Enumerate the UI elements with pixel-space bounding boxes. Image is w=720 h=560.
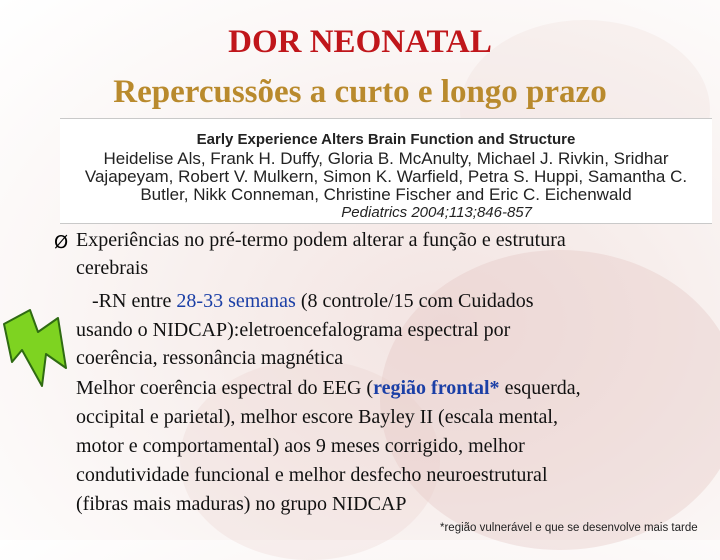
body-line: coerência, ressonância magnética xyxy=(76,347,344,369)
body-line: usando o NIDCAP):eletroencefalograma espectral por xyxy=(76,319,511,341)
body-line: cerebrais xyxy=(76,257,149,279)
body-line: condutividade funcional e melhor desfecho neuroestrutural xyxy=(76,464,548,486)
citation-title: Early Experience Alters Brain Function and Structure xyxy=(196,131,576,148)
citation-author-line: Butler, Nikk Conneman, Christine Fischer and Eric C. Eichenwald xyxy=(140,185,632,204)
body-line: motor e comportamental) aos 9 meses corrigido, melhor xyxy=(76,435,525,457)
lightning-bolt-icon xyxy=(0,296,70,396)
slide-title: DOR NEONATAL xyxy=(228,24,492,60)
citation-author-line: Heidelise Als, Frank H. Duffy, Gloria B. McAnulty, Michael J. Rivkin, Sridhar xyxy=(103,149,669,168)
citation-box xyxy=(60,118,712,224)
citation-author-line: Vajapeyam, Robert V. Mulkern, Simon K. Warfield, Petra S. Huppi, Samantha C. xyxy=(84,167,688,186)
footnote: *região vulnerável e que se desenvolve mais tarde xyxy=(440,522,698,534)
bullet-arrow-icon: Ø xyxy=(54,232,69,253)
citation-authors xyxy=(60,150,712,204)
body-line xyxy=(76,374,581,403)
body-line: Experiências no pré-termo podem alterar a função e estrutura xyxy=(76,229,566,251)
body-text: (8 controle/15 com Cuidados xyxy=(295,290,534,312)
body-text: Melhor coerência espectral do EEG ( xyxy=(76,377,374,399)
body-line: occipital e parietal), melhor escore Bayley II (escala mental, xyxy=(76,406,558,428)
body-text: esquerda, xyxy=(499,377,581,399)
highlight-region: região frontal* xyxy=(373,377,500,399)
body-text: -RN entre xyxy=(92,290,177,312)
body-line: (fibras mais maduras) no grupo NIDCAP xyxy=(76,493,407,515)
body-line xyxy=(92,287,534,316)
slide-subtitle: Repercussões a curto e longo prazo xyxy=(113,74,607,110)
citation-journal: Pediatrics 2004;113;846-857 xyxy=(341,204,532,221)
highlight-weeks: 28-33 semanas xyxy=(176,290,296,312)
